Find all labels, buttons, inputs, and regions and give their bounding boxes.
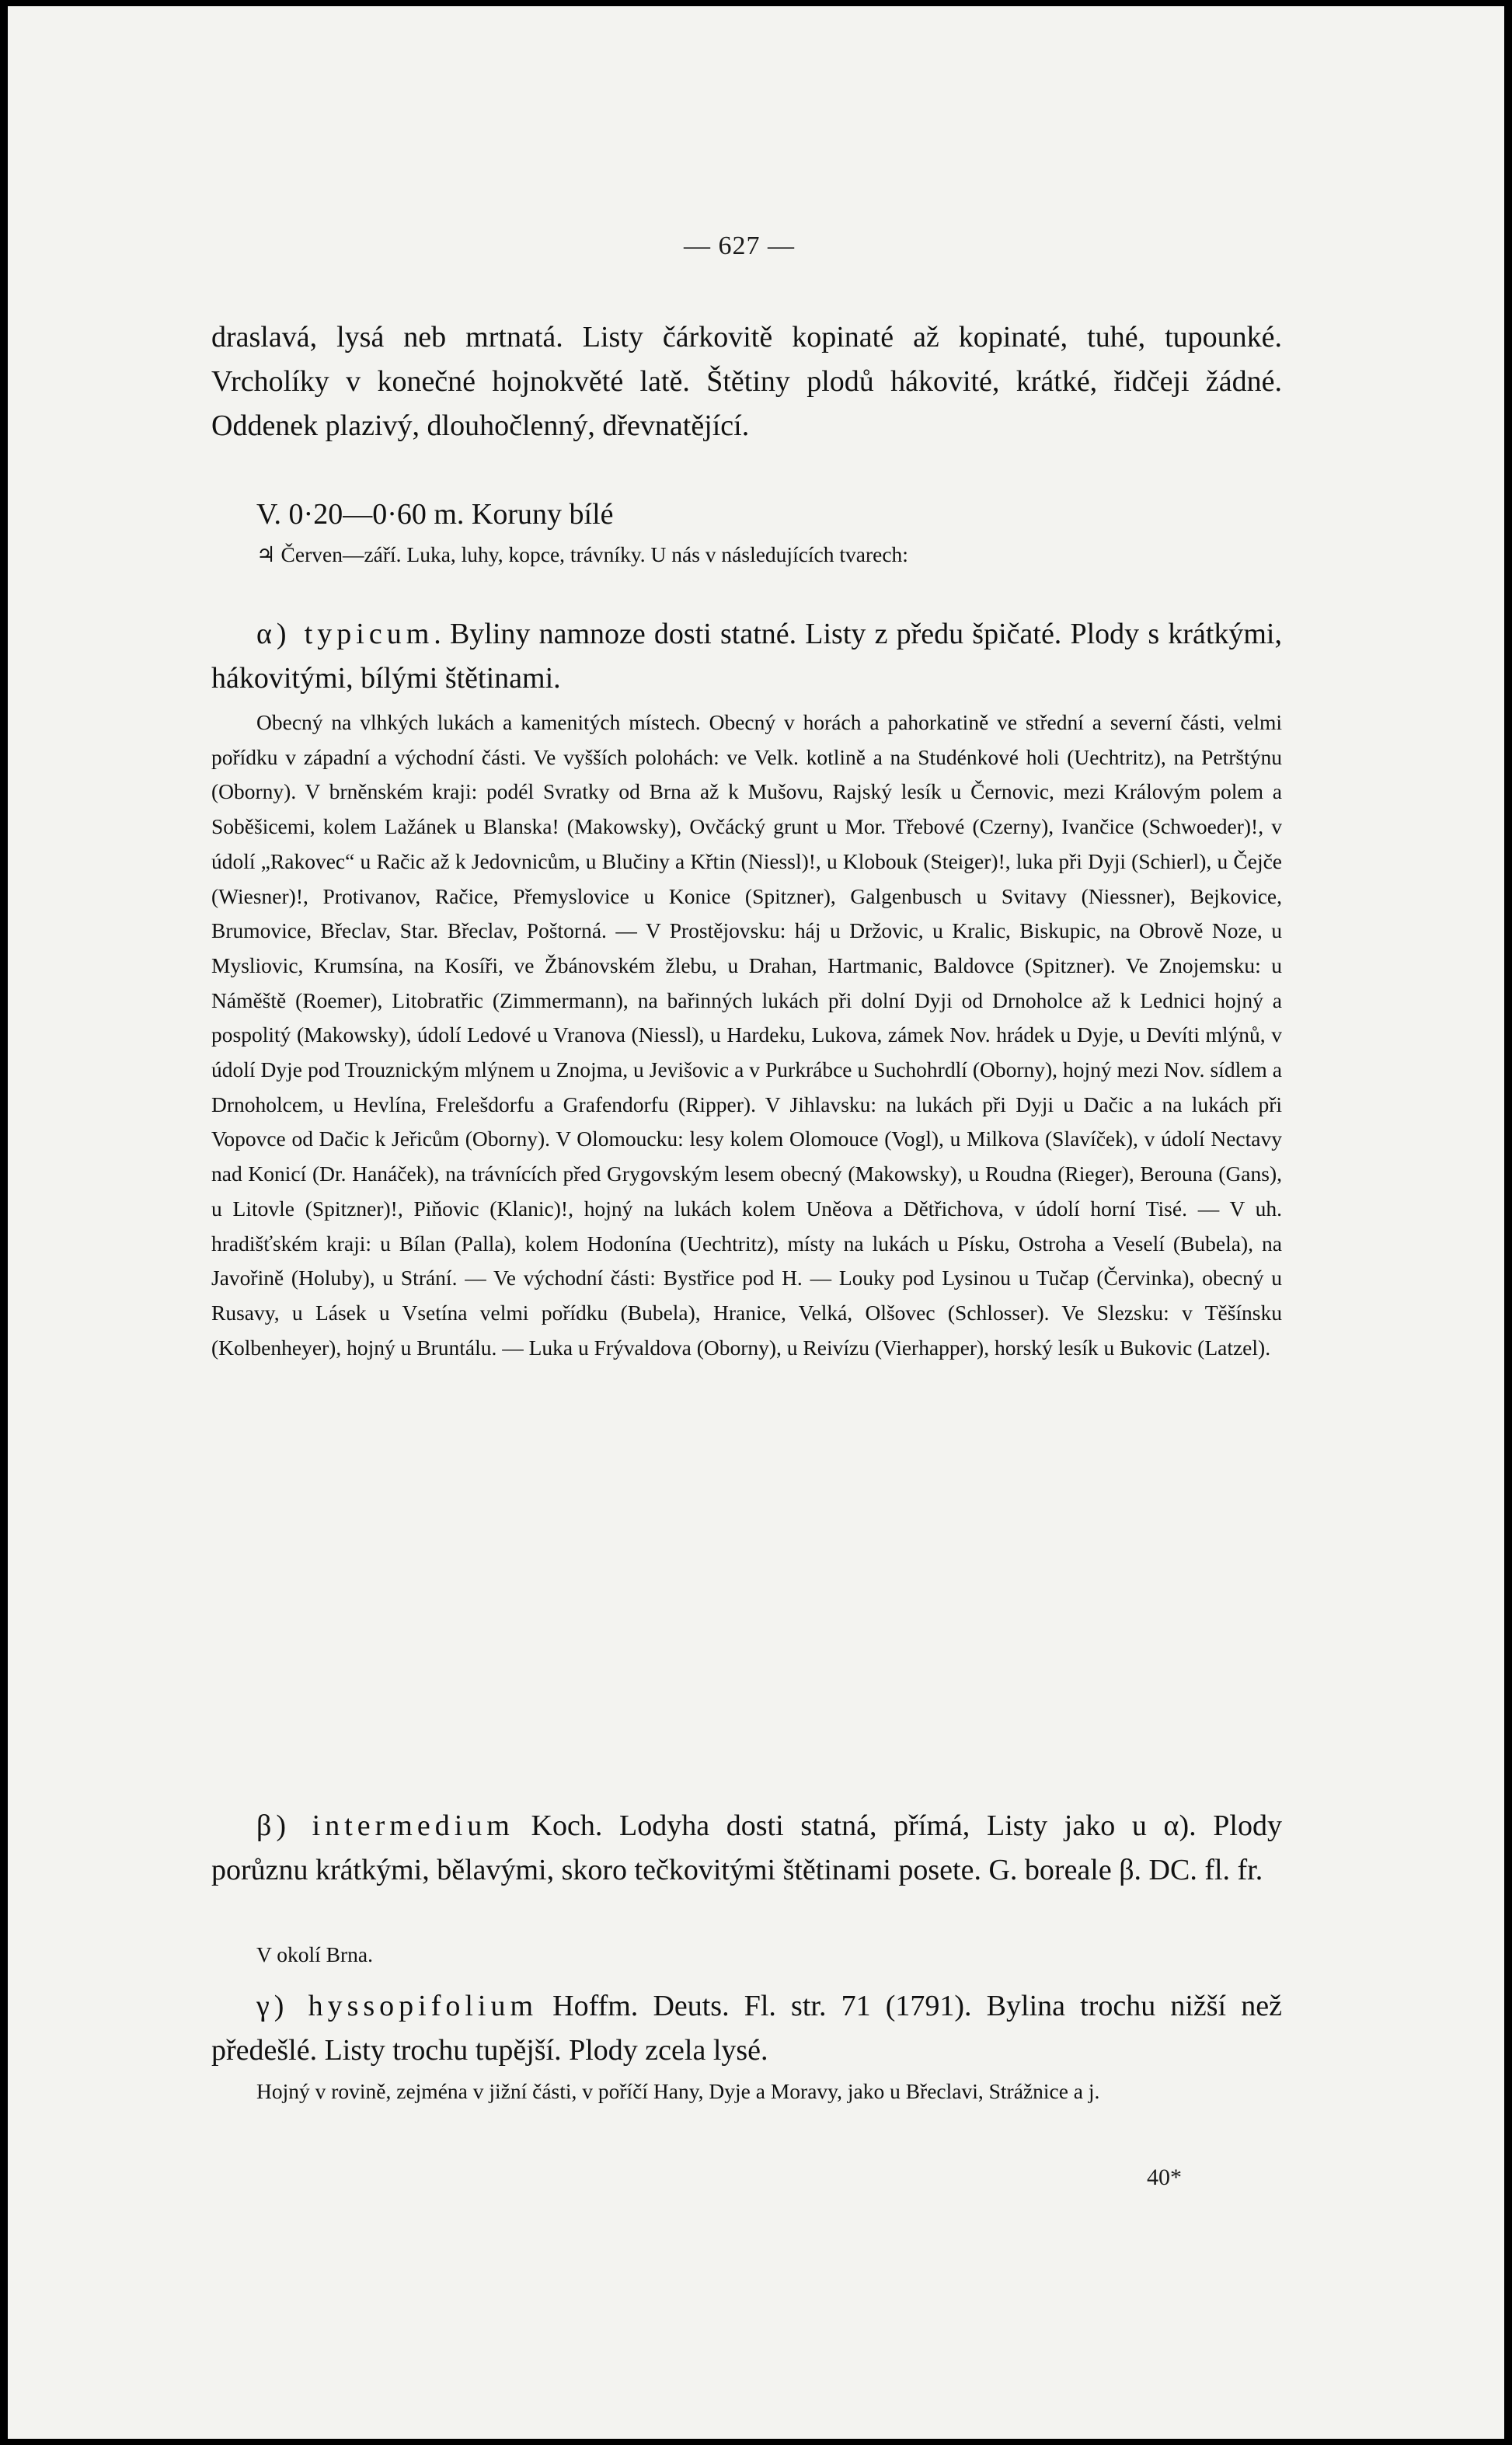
size-line: V. 0·20—0·60 m. Koruny bílé (256, 498, 614, 531)
beta-localities: V okolí Brna. (256, 1942, 373, 1966)
phenology-line: ♃ Červen—září. Luka, luhy, kopce, trávníky. U nás v následujících tvarech: (256, 542, 908, 566)
gamma-description: Hoffm. Deuts. Fl. str. 71 (1791). Bylina trochu nižší než předešlé. Listy trochu tupější. Plody zcela lysé. (211, 1990, 1282, 2067)
beta-description: Koch. Lodyha dosti statná, přímá, Listy jako u α). Plody porůznu krátkými, bělavými, skoro tečkovitými štětinami posete. G. boreale β. DC. fl. fr. (211, 1809, 1282, 1886)
book-page (8, 6, 1504, 2439)
gamma-variety (211, 1984, 1282, 2073)
beta-variety (211, 1804, 1282, 1893)
alpha-description: . Byliny namnoze dosti statné. Listy z předu špičaté. Plody s krátkými, hákovitými, bílými štětinami. (211, 618, 1282, 695)
description-continuation: draslavá, lysá neb mrtnatá. Listy čárkovitě kopinaté až kopinaté, tuhé, tupounké. Vrcholíky v konečné hojnokvěté latě. Štětiny plodů hákovité, krátké, řidčeji žádné. Oddenek plazivý, dlouhočlenný, dřevnatějící. (211, 321, 1282, 442)
alpha-heading: α) typicum (256, 618, 434, 650)
alpha-variety (211, 612, 1282, 701)
alpha-localities: Obecný na vlhkých lukách a kamenitých místech. Obecný v horách a pahorkatině ve střední a severní části, velmi pořídku v západní a východní části. Ve vyšších polohách: ve Velk. kotlině a na Studénkové holi (Uechtritz), na Petrštýnu (Oborny). V brněnském kraji: podél Svratky od Brna až k Mušovu, Rajský lesík u Černovic, mezi Královým polem a Soběšicemi, kolem Lažánek u Blanska! (Makowsky), Ovčácký grunt u Mor. Třebové (Czerny), Ivančice (Schwoeder)!, v údolí „Rakovec“ u Račic až k Jedovnicům, u Blučiny a Křtin (Niessl)!, u Klobouk (Steiger)!, luka při Dyji (Schierl), u Čejče (Wiesner)!, Protivanov, Račice, Přemyslovice u Konice (Spitzner), Galgenbusch u Svitavy (Niessner), Bejkovice, Brumovice, Břeclav, Star. Břeclav, Poštorná. — V Prostějovsku: háj u Držovic, u Kralic, Biskupic, na Obrově Noze, u Mysliovic, Krumsína, na Kosíři, ve Žbánovském žlebu, u Drahan, Hartmanic, Baldovce (Spitzner). Ve Znojemsku: u Náměště (Roemer), Litobratřic (Zimmermann), na bařinných lukách při dolní Dyji od Drnoholce až k Lednici hojný a pospolitý (Makowsky), údolí Ledové u Vranova (Niessl), u Hardeku, Lukova, zámek Nov. hrádek u Dyje, u Devíti mlýnů, v údolí Dyje pod Trouznickým mlýnem u Znojma, u Jevišovic a v Purkrábce u Suchohrdlí (Oborny), hojný mezi Nov. sídlem a Drnoholcem, u Hevlína, Frelešdorfu a Grafendorfu (Ripper). V Jihlavsku: na lukách při Dyji u Dačic a na lukách při Vopovce od Dačic k Jeřicům (Oborny). V Olomoucku: lesy kolem Olomouce (Vogl), u Milkova (Slavíček), v údolí Nectavy nad Konicí (Dr. Hanáček), na trávnících před Grygovským lesem obecný (Makowsky), u Roudna (Rieger), Berouna (Gans), u Litovle (Spitzner)!, Piňovic (Klanic)!, hojný na lukách kolem Uněova a Dětřichova, v údolí horní Tisé. — V uh. hradišťském kraji: u Bílan (Palla), kolem Hodonína (Uechtritz), místy na lukách u Písku, Ostroha a Veselí (Bubela), na Javořině (Holuby), u Strání. — Ve východní části: Bystřice pod H. — Louky pod Lysinou u Tučap (Červinka), obecný u Rusavy, u Lásek u Vsetína velmi pořídku (Bubela), Hranice, Velká, Olšovec (Schlosser). Ve Slezsku: v Těšínsku (Kolbenheyer), hojný u Bruntálu. — Luka u Frývaldova (Oborny), u Reivízu (Vierhapper), horský lesík u Bukovic (Latzel). (211, 710, 1282, 1360)
gamma-localities: Hojný v rovině, zejména v jižní části, v poříčí Hany, Dyje a Moravy, jako u Břeclavi, Strážnice a j. (256, 2079, 1100, 2103)
gamma-heading: γ) hyssopifolium (256, 1990, 538, 2022)
beta-heading: β) intermedium (256, 1809, 514, 1842)
page-number: — 627 — (684, 232, 795, 260)
signature-mark: 40* (1147, 2165, 1182, 2190)
